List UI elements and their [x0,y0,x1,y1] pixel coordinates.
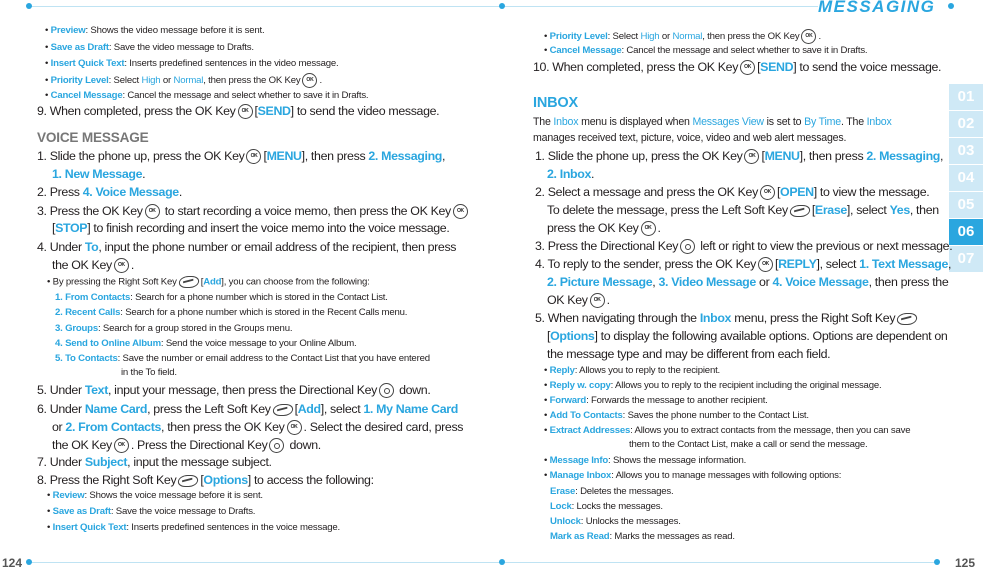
chapter-tab[interactable]: 03 [949,138,983,164]
chapter-tab[interactable]: 01 [949,84,983,110]
voice-step-3-cont: [STOP] to finish recording and insert the voice memo into the voice message. [52,221,450,235]
inbox-intro: The Inbox menu is displayed when Messages View is set to By Time. The Inbox [533,116,892,128]
inbox-step-4-cont2: OK Key OK . [547,293,610,307]
chapter-tab-active[interactable]: 06 [949,219,983,245]
manage-unlock: Unlock: Unlocks the messages. [550,516,681,527]
bottom-left-dot [26,559,32,565]
chapter-tab[interactable]: 04 [949,165,983,191]
top-rule [28,6,818,7]
inbox-intro-cont: manages received text, picture, voice, video and web alert messages. [533,132,847,144]
option-extract: • Extract Addresses: Allows you to extract contacts from the message, then you can save [544,425,911,436]
directional-key-icon [269,438,284,453]
option-manage-inbox: • Manage Inbox: Allows you to manage messages with following options: [544,470,842,481]
inbox-step-5: 5. When navigating through the Inbox menu, press the Right Soft Key [535,311,919,325]
inbox-step-4: 4. To reply to the sender, press the OK Key OK [REPLY], select 1. Text Message, [535,257,952,271]
ok-key-icon: OK [114,438,129,453]
bottom-rule [28,562,938,563]
inbox-step-2-cont2: press the OK Key OK . [547,221,661,235]
ok-key-icon: OK [238,104,253,119]
manage-mark-read: Mark as Read: Marks the messages as read. [550,531,735,542]
right-soft-key-icon [177,475,200,487]
directional-key-icon [680,239,695,254]
ok-key-icon: OK [740,60,755,75]
voice-step-7: 7. Under Subject, input the message subject. [37,455,272,469]
voice-step-4: 4. Under To, input the phone number or email address of the recipient, then press [37,240,457,254]
ok-key-icon: OK [287,420,302,435]
chapter-tab[interactable]: 07 [949,246,983,272]
inbox-step-4-cont: 2. Picture Message, 3. Video Message or 4. Voice Message, then press the [547,275,949,289]
top-mid-dot [499,3,505,9]
ok-key-icon: OK [801,29,816,44]
ok-key-icon: OK [453,204,468,219]
ok-key-icon: OK [641,221,656,236]
bullet-quick-text: • Insert Quick Text: Inserts predefined sentences in the video message. [45,58,339,69]
voice-step-6-cont2: the OK Key OK . Press the Directional Key down. [52,438,321,452]
voice-step-6-cont: or 2. From Contacts, then press the OK Key OK . Select the desired card, press [52,420,464,434]
inbox-step-2-cont: To delete the message, press the Left Soft Key [Erase], select Yes, then [547,203,939,217]
top-right-dot [948,3,954,9]
ok-key-icon: OK [302,73,317,88]
inbox-step-1: 1. Slide the phone up, press the OK Key OK [MENU], then press 2. Messaging, [535,149,944,163]
step-10: 10. When completed, press the OK Key OK [SEND] to send the voice message. [533,60,942,74]
bullet-cancel: • Cancel Message: Cancel the message and select whether to save it in Drafts. [45,90,369,101]
top-left-dot [26,3,32,9]
ok-key-icon: OK [590,293,605,308]
voice-step-3: 3. Press the OK Key OK to start recording a voice memo, then press the OK Key OK [37,204,470,219]
ok-key-icon: OK [760,185,775,200]
sub-option: 2. Recent Calls: Search for a phone number which is stored in the Recent Calls menu. [55,307,408,318]
inbox-step-5-cont2: the message type and may be different from each field. [547,347,831,361]
option-reply-copy: • Reply w. copy: Allows you to reply to the recipient including the original message. [544,380,882,391]
sub-option: 1. From Contacts: Search for a phone number which is stored in the Contact List. [55,292,388,303]
chapter-tabs [949,84,983,273]
voice-step-5: 5. Under Text, input your message, then press the Directional Key down. [37,383,431,397]
step-9: 9. When completed, press the OK Key OK [SEND] to send the video message. [37,104,440,118]
bottom-right-dot [934,559,940,565]
left-soft-key-icon [789,205,812,217]
section-brand: MESSAGING [818,0,936,16]
bullet-priority: • Priority Level: Select High or Normal, then press the OK Key OK . [544,29,821,44]
voice-message-heading: VOICE MESSAGE [37,130,149,145]
ok-key-icon: OK [114,258,129,273]
directional-key-icon [379,383,394,398]
sub-option: 5. To Contacts: Save the number or email address to the Contact List that you have entered [55,353,430,364]
left-soft-key-icon [271,404,294,416]
voice-step-8: 8. Press the Right Soft Key [Options] to access the following: [37,473,374,487]
ok-key-icon: OK [246,149,261,164]
sub-option: 3. Groups: Search for a group stored in the Groups menu. [55,323,293,334]
inbox-step-3: 3. Press the Directional Key left or right to view the previous or next message. [535,239,953,253]
page-number-left: 124 [2,556,23,570]
inbox-step-2: 2. Select a message and press the OK Key OK [OPEN] to view the message. [535,185,930,199]
sub-option-cont: in the To field. [121,367,177,378]
option-add-contacts: • Add To Contacts: Saves the phone number to the Contact List. [544,410,809,421]
inbox-heading: INBOX [533,95,578,111]
chapter-tab[interactable]: 05 [949,192,983,218]
option-message-info: • Message Info: Shows the message information. [544,455,747,466]
voice-step-4-cont: the OK Key OK . [52,258,134,272]
bullet-save-draft: • Save as Draft: Save the video message to Drafts. [45,42,254,53]
voice-step-1-cont: 1. New Message. [52,167,146,181]
bullet-quick-text: • Insert Quick Text: Inserts predefined sentences in the voice message. [47,522,340,533]
bullet-review: • Review: Shows the voice message before it is sent. [47,490,263,501]
inbox-step-1-cont: 2. Inbox. [547,167,595,181]
option-extract-cont: them to the Contact List, make a call or send the message. [629,439,868,450]
voice-step-6: 6. Under Name Card, press the Left Soft Key [Add], select 1. My Name Card [37,402,458,416]
bullet-save-draft: • Save as Draft: Save the voice message to Drafts. [47,506,256,517]
ok-key-icon: OK [758,257,773,272]
ok-key-icon: OK [145,204,160,219]
ok-key-icon: OK [744,149,759,164]
inbox-step-5-cont: [Options] to display the following available options. Options are dependent on [547,329,948,343]
page-number-right: 125 [955,556,976,570]
bullet-cancel: • Cancel Message: Cancel the message and select whether to save it in Drafts. [544,45,868,56]
voice-step-4-note: • By pressing the Right Soft Key [Add], you can choose from the following: [47,276,370,288]
chapter-tab[interactable]: 02 [949,111,983,137]
manage-lock: Lock: Locks the messages. [550,501,663,512]
bullet-priority: • Priority Level: Select High or Normal, then press the OK Key OK . [45,73,322,88]
right-soft-key-icon [177,276,200,288]
bullet-preview: • Preview: Shows the video message before it is sent. [45,25,265,36]
right-soft-key-icon [896,313,919,325]
voice-step-2: 2. Press 4. Voice Message. [37,185,182,199]
voice-step-1: 1. Slide the phone up, press the OK Key OK [MENU], then press 2. Messaging, [37,149,446,163]
manage-erase: Erase: Deletes the messages. [550,486,674,497]
sub-option: 4. Send to Online Album: Send the voice message to your Online Album. [55,338,357,349]
bottom-mid-dot [499,559,505,565]
option-reply: • Reply: Allows you to reply to the recipient. [544,365,721,376]
option-forward: • Forward: Forwards the message to another recipient. [544,395,768,406]
